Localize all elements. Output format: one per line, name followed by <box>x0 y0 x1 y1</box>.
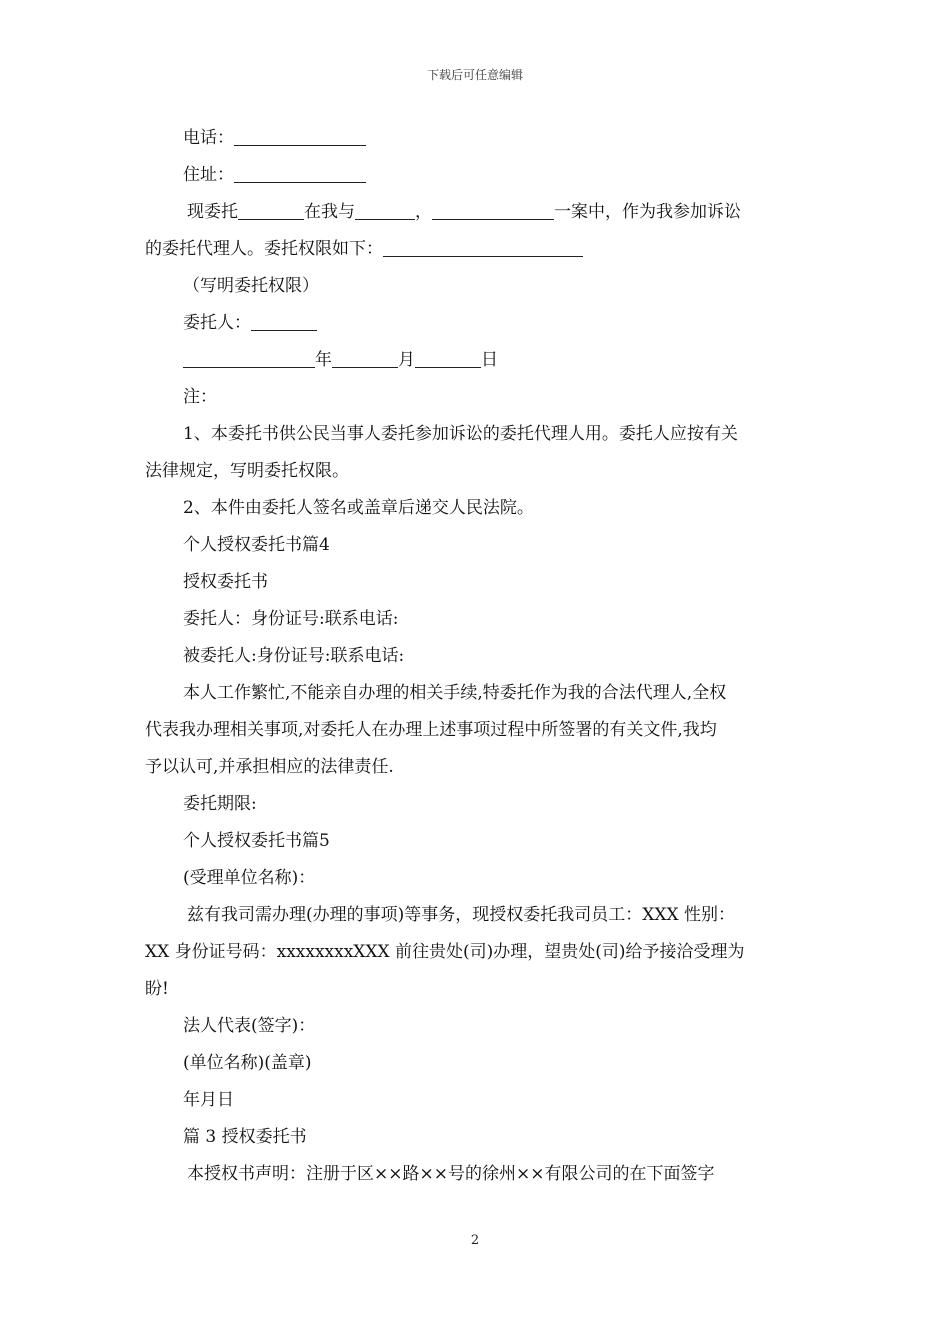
month-blank <box>332 345 398 368</box>
authorization-title: 授权委托书 <box>183 572 268 592</box>
paragraph-2-line-2: 代表我办理相关事项,对委托人在办理上述事项过程中所签署的有关文件,我均 <box>145 720 717 740</box>
section-title-4: 个人授权委托书篇4 <box>183 535 330 555</box>
section-title-3: 篇 3 授权委托书 <box>183 1127 307 1147</box>
note-1-line-2: 法律规定，写明委托权限。 <box>145 461 349 481</box>
text-segment: 现委托 <box>187 202 238 222</box>
period-line: 委托期限: <box>183 794 257 814</box>
paragraph-3-line-3: 盼! <box>145 979 169 999</box>
principal-info-line: 委托人：身份证号:联系电话: <box>183 609 399 629</box>
principal-blank <box>251 308 317 331</box>
unit-seal-line: (单位名称)(盖章) <box>183 1053 312 1073</box>
date-blank-line <box>145 342 810 379</box>
receiver-line: (受理单位名称)： <box>183 868 316 888</box>
opponent-blank <box>355 197 415 220</box>
document-body <box>145 120 810 1193</box>
address-line <box>145 157 810 194</box>
scope-blank <box>383 234 583 257</box>
entrust-paragraph-line-2 <box>145 231 810 268</box>
day-blank <box>415 345 481 368</box>
paragraph-3-line-2: XX 身份证号码：xxxxxxxxXXX 前往贵处(司)办理，望贵处(司)给予接洽受理为 <box>145 942 745 962</box>
principal-label: 委托人： <box>183 313 251 333</box>
section-title-5: 个人授权委托书篇5 <box>183 831 330 851</box>
address-label: 住址： <box>183 165 234 185</box>
address-blank <box>234 160 366 183</box>
text-segment: 的委托代理人。委托权限如下： <box>145 239 383 259</box>
note-1-line-1: 1、本委托书供公民当事人委托参加诉讼的委托代理人用。委托人应按有关 <box>183 424 738 444</box>
paragraph-2-line-3: 予以认可,并承担相应的法律责任. <box>145 757 394 777</box>
page-number: 2 <box>470 1233 480 1248</box>
month-label: 月 <box>398 350 415 370</box>
text-segment: 一案中，作为我参加诉讼 <box>554 202 741 222</box>
text-segment: 在我与 <box>304 202 355 222</box>
paragraph-3-line-1: 兹有我司需办理(办理的事项)等事务，现授权委托我司员工：XXX 性别： <box>187 905 735 925</box>
entrust-paragraph-line-1 <box>145 194 810 231</box>
note-heading: 注： <box>183 387 217 407</box>
write-scope-line: （写明委托权限） <box>183 276 319 296</box>
agent-name-blank <box>238 197 304 220</box>
date-line: 年月日 <box>183 1090 234 1110</box>
year-blank <box>183 345 315 368</box>
phone-line <box>145 120 810 157</box>
principal-line <box>145 305 810 342</box>
page-header: 下载后可任意编辑 <box>426 68 523 82</box>
phone-label: 电话： <box>183 128 234 148</box>
paragraph-2-line-1: 本人工作繁忙,不能亲自办理的相关手续,特委托作为我的合法代理人,全权 <box>183 683 727 703</box>
text-segment: ， <box>415 202 432 222</box>
legal-rep-line: 法人代表(签字)： <box>183 1016 316 1036</box>
phone-blank <box>234 123 366 146</box>
agent-info-line: 被委托人:身份证号:联系电话: <box>183 646 405 666</box>
year-label: 年 <box>315 350 332 370</box>
case-blank <box>432 197 554 220</box>
paragraph-4-line-1: 本授权书声明：注册于区××路××号的徐州××有限公司的在下面签字 <box>187 1164 715 1184</box>
day-label: 日 <box>481 350 498 370</box>
note-2: 2、本件由委托人签名或盖章后递交人民法院。 <box>183 498 534 518</box>
